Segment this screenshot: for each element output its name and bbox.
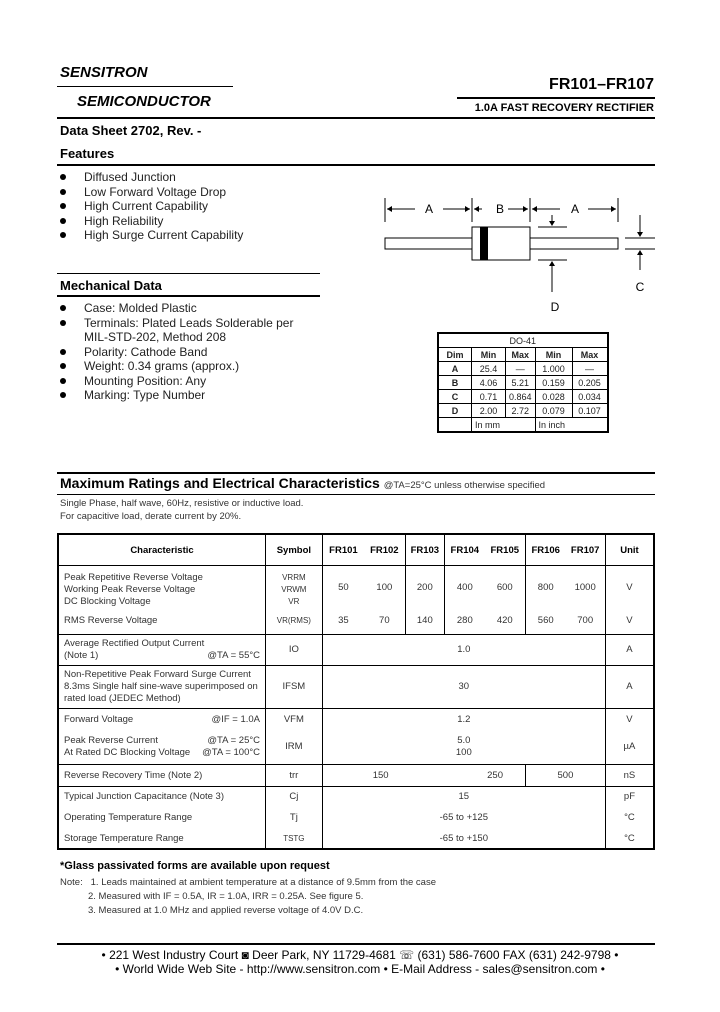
table-row: C 0.71 0.864 0.028 0.034: [438, 390, 608, 404]
dimension-table: [437, 332, 609, 433]
column-header: Max: [506, 348, 536, 362]
table-row: [438, 418, 608, 433]
features-list: [58, 170, 243, 243]
table-row: Peak Reverse Current @TA = 25°C At Rated DC Blocking Voltage @TA = 100°C IRM 5.0 100 µA: [58, 730, 654, 764]
bullet-icon: [60, 218, 66, 224]
part-number: FR101–FR107: [549, 76, 654, 93]
cathode-band: [480, 227, 488, 260]
bullet-icon: [60, 305, 66, 311]
footer-divider: [57, 943, 655, 945]
package-name: DO-41: [438, 333, 608, 348]
list-item: High Current Capability: [58, 199, 243, 214]
list-item: Marking: Type Number: [58, 388, 318, 403]
ratings-note: Single Phase, half wave, 60Hz, resistive or inductive load.: [60, 498, 304, 509]
list-item: High Surge Current Capability: [58, 228, 243, 243]
list-item: Case: Molded Plastic: [58, 301, 318, 316]
part-divider: [457, 97, 655, 99]
features-divider: [57, 164, 655, 166]
brand-divider: [57, 86, 233, 87]
table-row: Forward Voltage @IF = 1.0A VFM 1.2 V: [58, 708, 654, 730]
mechanical-list: [58, 301, 318, 403]
bullet-icon: [60, 349, 66, 355]
table-row: RMS Reverse Voltage VR(RMS) 35 70 140 280 420 560 700 V: [58, 608, 654, 634]
ratings-note: For capacitive load, derate current by 20%.: [60, 511, 242, 522]
ratings-condition: @TA=25°C unless otherwise specified: [383, 480, 546, 491]
column-header: Characteristic: [58, 534, 266, 566]
datasheet-number: Data Sheet 2702, Rev. -: [60, 123, 202, 138]
bullet-icon: [60, 189, 66, 195]
table-row: A 25.4 — 1.000 —: [438, 362, 608, 376]
list-item: Low Forward Voltage Drop: [58, 185, 243, 200]
features-heading: Features: [60, 146, 115, 161]
list-item: Diffused Junction: [58, 170, 243, 185]
mechanical-heading: Mechanical Data: [60, 278, 162, 293]
column-header: FR103: [405, 534, 445, 566]
brand-name: SENSITRON: [60, 64, 148, 81]
column-header: FR106: [525, 534, 565, 566]
dim-label-d: D: [550, 300, 560, 314]
table-header-row: [58, 534, 654, 566]
list-item: Mounting Position: Any: [58, 374, 318, 389]
dim-label-c: C: [635, 280, 645, 294]
glass-passivated-note: *Glass passivated forms are available upon request: [60, 860, 330, 872]
table-row: Peak Repetitive Reverse Voltage Working Peak Reverse Voltage DC Blocking Voltage VRRM VRWM VR 50 100 200 400 600 800 1000 V: [58, 566, 654, 609]
notes-block: Note: 1. Leads maintained at ambient temperature at a distance of 9.5mm from the case 2. Measured with IF = 0.5A, IR = 1.0A, IRR = 0.25A. See figure 5. 3. Measured at 1.0 MHz and applied reverse voltage of 4.0V D.C.: [60, 877, 436, 916]
ratings-divider: [57, 494, 655, 495]
bullet-icon: [60, 232, 66, 238]
table-row: Average Rectified Output Current (Note 1) @TA = 55°C IO 1.0 A: [58, 634, 654, 665]
bullet-icon: [60, 363, 66, 369]
dim-label-a: A: [424, 202, 434, 216]
ratings-table: [57, 533, 655, 850]
column-header: FR105: [485, 534, 526, 566]
column-header: Min: [535, 348, 572, 362]
ratings-title: Maximum Ratings and Electrical Characteristics: [60, 475, 380, 491]
part-description: 1.0A FAST RECOVERY RECTIFIER: [474, 102, 654, 114]
bullet-icon: [60, 392, 66, 398]
table-row: B 4.06 5.21 0.159 0.205: [438, 376, 608, 390]
mechanical-bottom-divider: [57, 295, 320, 297]
column-header: Symbol: [266, 534, 323, 566]
table-row: Reverse Recovery Time (Note 2) trr 150 250 500 nS: [58, 764, 654, 786]
column-header: FR102: [364, 534, 405, 566]
list-item: Terminals: Plated Leads Solderable per MIL-STD-202, Method 208: [58, 316, 318, 345]
bullet-icon: [60, 320, 66, 326]
table-row: Storage Temperature Range TSTG -65 to +150 °C: [58, 828, 654, 849]
diode-outline-diagram: [375, 185, 665, 320]
ratings-heading: [60, 475, 545, 491]
bullet-icon: [60, 378, 66, 384]
unit-inch-label: In inch: [535, 418, 608, 433]
table-row: Operating Temperature Range Tj -65 to +125 °C: [58, 807, 654, 828]
column-header: Unit: [605, 534, 654, 566]
table-row: Typical Junction Capacitance (Note 3) Cj 15 pF: [58, 786, 654, 807]
footer-contact: • World Wide Web Site - http://www.sensitron.com • E-Mail Address - sales@sensitron.com •: [115, 962, 605, 976]
bullet-icon: [60, 174, 66, 180]
mechanical-top-divider: [57, 273, 320, 274]
unit-mm-label: In mm: [472, 418, 536, 433]
dim-label-a: A: [570, 202, 580, 216]
bullet-icon: [60, 203, 66, 209]
footer-address: • 221 West Industry Court ◙ Deer Park, NY 11729-4681 ☏ (631) 586-7600 FAX (631) 242-9798 •: [101, 948, 619, 962]
header-divider: [57, 117, 655, 119]
dim-label-b: B: [495, 202, 505, 216]
column-header: FR101: [322, 534, 364, 566]
column-header: Max: [572, 348, 608, 362]
list-item: Polarity: Cathode Band: [58, 345, 318, 360]
table-row: Non-Repetitive Peak Forward Surge Current 8.3ms Single half sine-wave superimposed on rated load (JEDEC Method) IFSM 30 A: [58, 665, 654, 708]
column-header: Min: [472, 348, 506, 362]
column-header: Dim: [438, 348, 472, 362]
table-row: D 2.00 2.72 0.079 0.107: [438, 404, 608, 418]
column-header: FR104: [445, 534, 485, 566]
brand-subtitle: SEMICONDUCTOR: [77, 93, 211, 110]
ratings-top-divider: [57, 472, 655, 474]
column-header: FR107: [565, 534, 605, 566]
list-item: High Reliability: [58, 214, 243, 229]
list-item: Weight: 0.34 grams (approx.): [58, 359, 318, 374]
